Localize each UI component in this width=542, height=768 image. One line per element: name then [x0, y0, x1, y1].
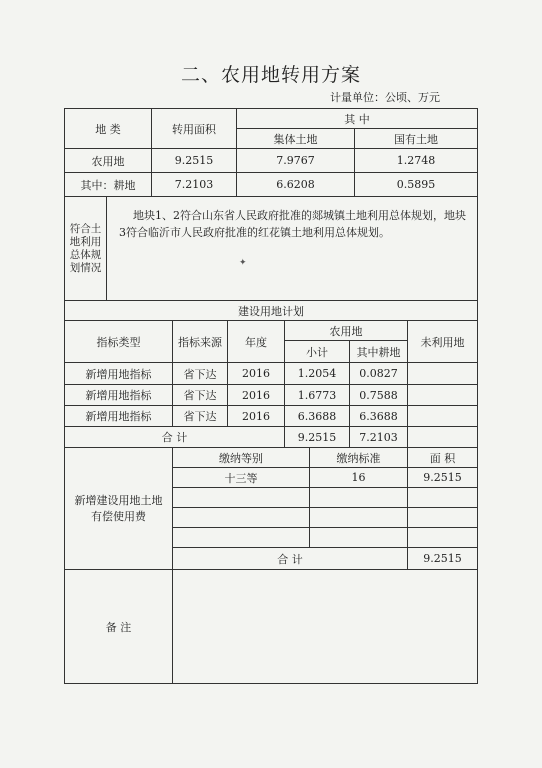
indicator-source: 省下达	[173, 406, 228, 427]
header-indicator-type: 指标类型	[65, 321, 173, 363]
year: 2016	[228, 385, 285, 406]
header-fee-grade: 缴纳等别	[173, 448, 310, 468]
label-line: 符合土	[69, 222, 102, 235]
header-unused-land: 未利用地	[408, 321, 478, 363]
indicator-type: 新增用地指标	[65, 363, 173, 385]
land-type-table	[64, 108, 478, 197]
header-converted-area: 转用面积	[152, 109, 237, 149]
subtotal-value: 6.3688	[285, 406, 350, 427]
cultivated-value: 0.7588	[350, 385, 408, 406]
header-land-type: 地 类	[65, 109, 152, 149]
construction-plan-table	[64, 300, 478, 684]
total-subtotal: 9.2515	[285, 427, 350, 448]
header-fee-standard: 缴纳标准	[310, 448, 408, 468]
planning-label	[65, 197, 107, 301]
collective-value: 6.6208	[237, 173, 355, 197]
indicator-source: 省下达	[173, 363, 228, 385]
collective-value: 7.9767	[237, 149, 355, 173]
unit-note: 计量单位：公顷、万元	[330, 91, 440, 104]
row-label: 农用地	[65, 149, 152, 173]
remarks-content	[173, 570, 478, 684]
header-of-which: 其 中	[237, 109, 478, 129]
header-agricultural-land: 农用地	[285, 321, 408, 341]
label-line: 总体规	[69, 248, 102, 261]
fee-area: 9.2515	[408, 468, 478, 488]
cultivated-value: 6.3688	[350, 406, 408, 427]
year: 2016	[228, 406, 285, 427]
header-indicator-source: 指标来源	[173, 321, 228, 363]
table-row	[65, 149, 478, 173]
page-title: 二、农用地转用方案	[180, 64, 361, 86]
state-value: 1.2748	[355, 149, 478, 173]
area-value: 7.2103	[152, 173, 237, 197]
header-collective-land: 集体土地	[237, 129, 355, 149]
subtotal-value: 1.6773	[285, 385, 350, 406]
unused-value	[408, 363, 478, 385]
fee-total-area: 9.2515	[408, 548, 478, 570]
fee-label	[65, 448, 173, 570]
fee-grade: 十三等	[173, 468, 310, 488]
total-cultivated: 7.2103	[350, 427, 408, 448]
subtotal-value: 1.2054	[285, 363, 350, 385]
remarks-label: 备 注	[65, 570, 173, 684]
section-title: 建设用地计划	[65, 301, 478, 321]
table-row	[65, 406, 478, 427]
planning-text: 地块1、2符合山东省人民政府批准的郯城镇土地利用总体规划，地块3符合临沂市人民政府批准的红花镇土地利用总体规划。	[107, 197, 478, 301]
stray-mark: ✦	[239, 258, 247, 268]
row-label: 其中：耕地	[65, 173, 152, 197]
table-row	[65, 385, 478, 406]
header-state-land: 国有土地	[355, 129, 478, 149]
label-line: 地利用	[69, 235, 102, 248]
fee-standard: 16	[310, 468, 408, 488]
total-label: 合 计	[65, 427, 285, 448]
indicator-source: 省下达	[173, 385, 228, 406]
header-cultivated: 其中耕地	[350, 341, 408, 363]
fee-total-label: 合 计	[173, 548, 408, 570]
total-row	[65, 427, 478, 448]
label-line: 划情况	[69, 261, 102, 274]
total-unused	[408, 427, 478, 448]
indicator-type: 新增用地指标	[65, 385, 173, 406]
area-value: 9.2515	[152, 149, 237, 173]
table-row	[65, 173, 478, 197]
label-line: 新增建设用地土地	[74, 493, 163, 507]
indicator-type: 新增用地指标	[65, 406, 173, 427]
header-subtotal: 小计	[285, 341, 350, 363]
header-fee-area: 面 积	[408, 448, 478, 468]
header-year: 年度	[228, 321, 285, 363]
state-value: 0.5895	[355, 173, 478, 197]
planning-table	[64, 196, 478, 301]
table-row	[65, 363, 478, 385]
year: 2016	[228, 363, 285, 385]
cultivated-value: 0.0827	[350, 363, 408, 385]
label-line: 有偿使用费	[91, 509, 146, 523]
unused-value	[408, 406, 478, 427]
unused-value	[408, 385, 478, 406]
